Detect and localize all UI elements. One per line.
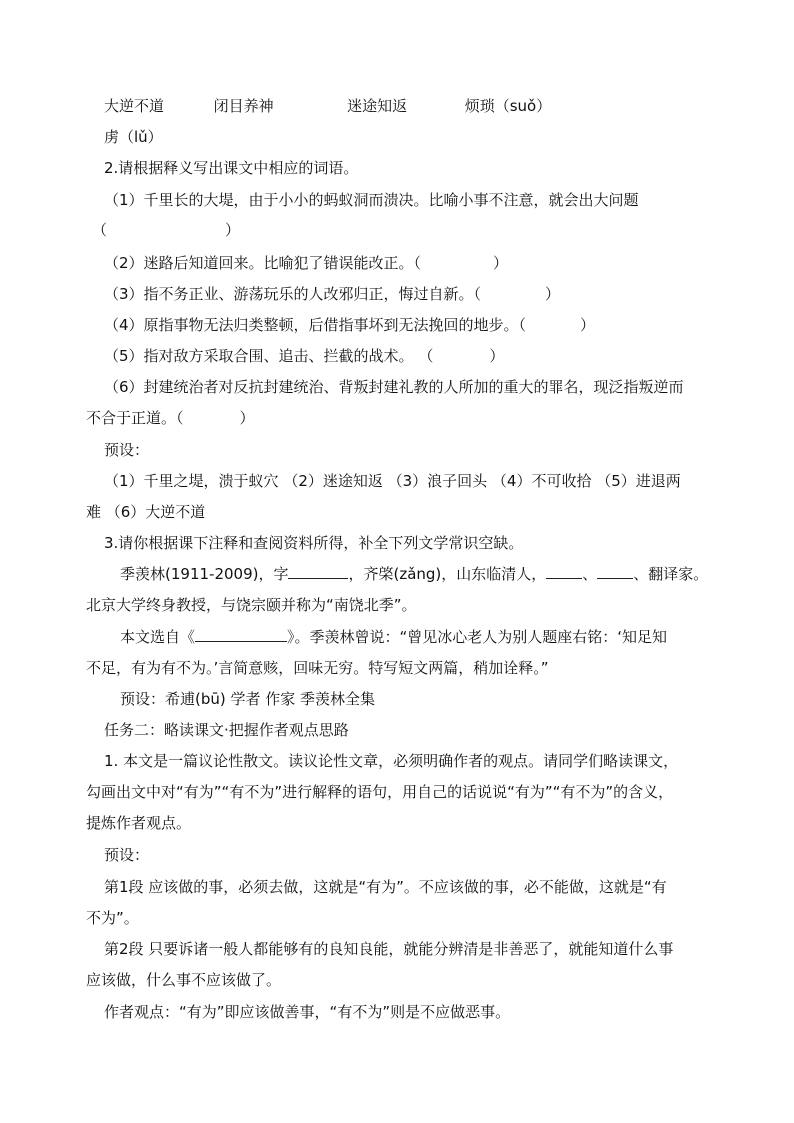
bracket-close: ） (225, 221, 241, 239)
q2-item-4 (104, 315, 595, 335)
q2-item-6: （6）封建统治者对反抗封建统治、背叛封建礼教的人所加的重大的罪名，现泛指叛逆而 (104, 378, 684, 396)
q3-text-e: 本文选自《 (120, 628, 196, 646)
word-4: 烦琐（suǒ） (464, 97, 552, 115)
para-2-summary: 第2段 只要诉诸一般人都能够有的良知良能，就能分辨清是非善恶了，就能知道什么事 (104, 940, 674, 958)
word-3: 迷途知返 (347, 97, 408, 115)
q2-item-2-text: （2）迷路后知道回来。比喻犯了错误能改正。（ (104, 254, 422, 272)
bracket-close: ） (580, 316, 596, 334)
q3-text-d: 、翻译家。 (633, 565, 709, 583)
q2-item-3-text: （3）指不务正业、游荡玩乐的人改邪归正，悔过自新。（ (104, 285, 482, 303)
task-2-para-3: 提炼作者观点。 (86, 814, 192, 832)
q3-line-4: 不足，有为有不为。’言简意赅，回味无穷。特写短文两篇，稍加诠释。” (86, 659, 549, 677)
q2-item-2 (104, 253, 508, 273)
preset-label-3: 预设： (104, 846, 150, 864)
para-1-summary: 第1段 应该做的事，必须去做，这就是“有为”。不应该做的事，必不能做，这就是“有 (104, 878, 667, 896)
q3-text-b: ，齐棨(zǎng)，山东临清人， (348, 565, 547, 583)
preset-label-1: 预设： (104, 441, 150, 459)
author-viewpoint: 作者观点：“有为”即应该做善事，“有不为”则是不应做恶事。 (104, 1003, 511, 1021)
answers-line-1: （1）千里之堤，溃于蚁穴 （2）迷途知返 （3）浪子回头 （4）不可收拾 （5）进退两 (104, 472, 681, 490)
bracket-open: （ (92, 221, 108, 239)
q3-text-c: 、 (582, 565, 598, 583)
blank-field (597, 564, 633, 579)
q3-text-a: 季羡林(1911-2009)，字 (120, 565, 289, 583)
answers-line-2: 难 （6）大逆不道 (86, 503, 206, 521)
q3-title: 3.请你根据课下注释和查阅资料所得，补全下列文学常识空缺。 (104, 534, 524, 552)
para-1-summary-cont: 不为”。 (86, 909, 139, 927)
blank-field (546, 564, 582, 579)
q3-text-f: 》。季羡林曾说：“曾见冰心老人为别人题座右铭：‘知足知 (287, 628, 668, 646)
q2-item-3 (104, 284, 560, 304)
q3-line-1 (120, 564, 708, 584)
para-2-summary-cont: 应该做，什么事不应该做了。 (86, 971, 282, 989)
q2-item-1: （1）千里长的大堤，由于小小的蚂蚁洞而溃决。比喻小事不注意，就会出大问题 (104, 191, 639, 209)
q2-item-5 (104, 346, 504, 366)
q3-line-3 (120, 627, 667, 647)
bracket-close: ） (493, 254, 509, 272)
word-lu: 虏（lǔ） (104, 128, 163, 146)
bracket-close: ） (545, 285, 561, 303)
task-2-para-1: 1. 本文是一篇议论性散文。读议论性文章，必须明确作者的观点。请同学们略读课文， (104, 752, 679, 770)
word-2: 闭目养神 (213, 97, 274, 115)
q3-line-2: 北京大学终身教授，与饶宗颐并称为“南饶北季”。 (86, 596, 417, 614)
blank-field (195, 627, 287, 642)
q2-item-6-text: 不合于正道。（ (86, 409, 184, 427)
q2-item-1-answer (92, 220, 240, 240)
q2-item-5-text: （5）指对敌方采取合围、追击、拦截的战术。 （ (104, 347, 434, 365)
blank-field (288, 564, 348, 579)
q2-title: 2.请根据释义写出课文中相应的词语。 (104, 159, 359, 177)
vocab-row (104, 96, 551, 116)
task-2-para-2: 勾画出文中对“有为”“有不为”进行解释的语句，用自己的话说说“有为”“有不为”的含义， (86, 783, 674, 801)
word-1: 大逆不道 (104, 97, 165, 115)
preset-label-2: 预设：希逋(bū) 学者 作家 季羡林全集 (120, 690, 376, 708)
bracket-close: ） (239, 409, 255, 427)
bracket-close: ） (489, 347, 505, 365)
task-2-heading: 任务二：略读课文·把握作者观点思路 (104, 721, 349, 739)
q2-item-6-cont (86, 408, 255, 428)
q2-item-4-text: （4）原指事物无法归类整顿，后借指事坏到无法挽回的地步。（ (104, 316, 527, 334)
